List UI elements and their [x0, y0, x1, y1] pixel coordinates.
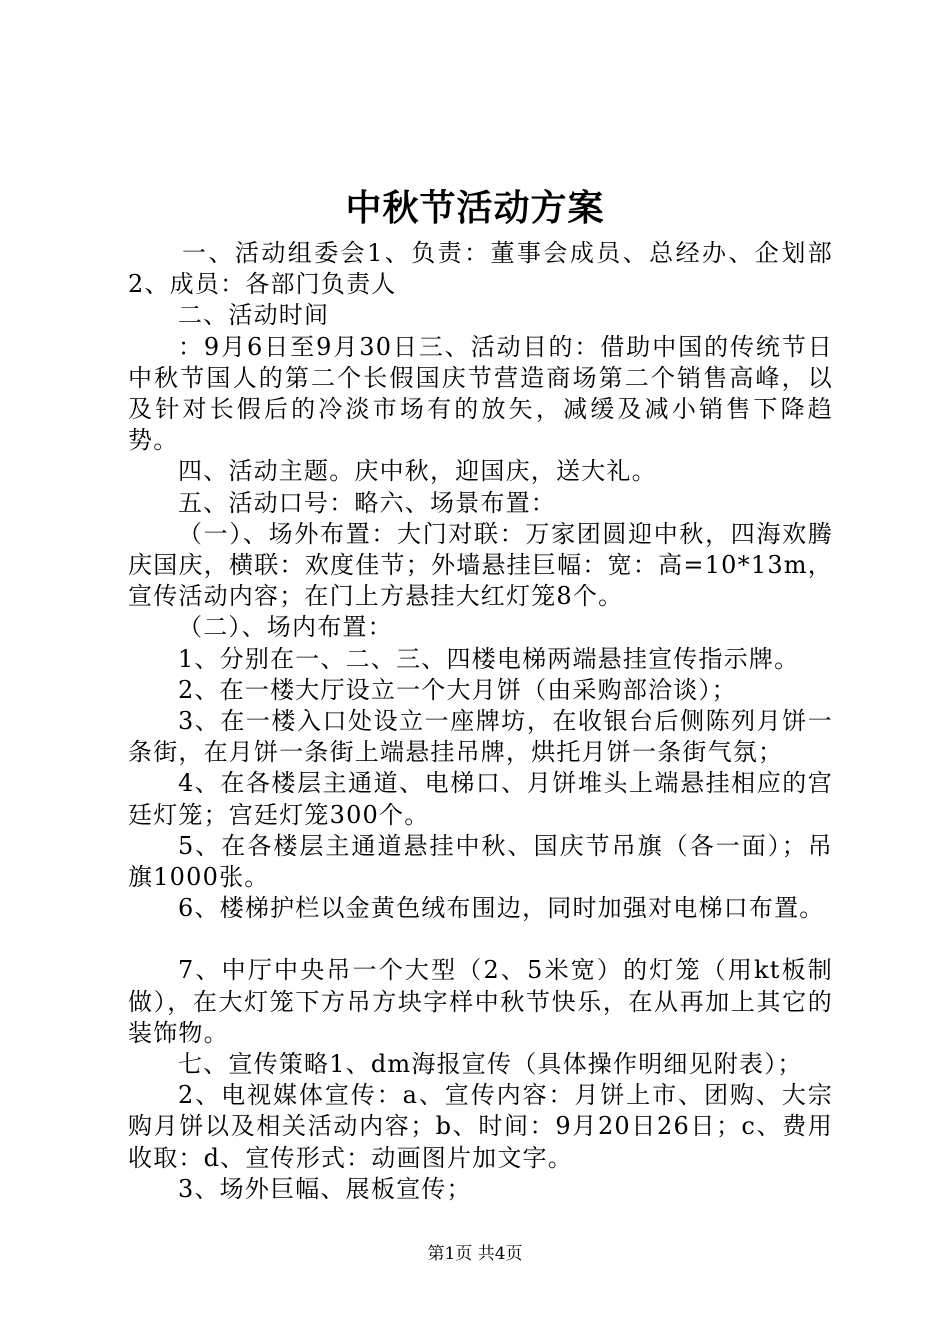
paragraph-item-7: 7、中厅中央吊一个大型（2、5米宽）的灯笼（用kt板制做），在大灯笼下方吊方块字样中秋节快乐，在从再加上其它的装饰物。 [128, 956, 833, 1047]
paragraph-indoor-layout-heading: （二）、场内布置： [178, 613, 393, 642]
paragraph-publicity-3: 3、场外巨幅、展板宣传； [178, 1174, 472, 1203]
paragraph-time-purpose: ：9月6日至9月30日三、活动目的：借助中国的传统节日中秋节国人的第二个长假国庆节营造商场第二个销售高峰，以及针对长假后的冷淡市场有的放矢，减缓及减小销售下降趋势。 [128, 332, 833, 455]
paragraph-item-5: 5、在各楼层主通道悬挂中秋、国庆节吊旗（各一面）；吊旗1000张。 [128, 831, 833, 892]
paragraph-item-6: 6、楼梯护栏以金黄色绒布围边，同时加强对电梯口布置。 [178, 894, 825, 923]
paragraph-item-2: 2、在一楼大厅设立一个大月饼（由采购部洽谈）； [178, 675, 737, 704]
paragraph-item-1: 1、分别在一、二、三、四楼电梯两端悬挂宣传指示牌。 [178, 644, 800, 673]
paragraph-item-3: 3、在一楼入口处设立一座牌坊，在收银台后侧陈列月饼一条街，在月饼一条街上端悬挂吊牌，烘托月饼一条街气氛； [128, 707, 833, 767]
document-title: 中秋节活动方案 [345, 187, 605, 229]
document-body [128, 238, 833, 1205]
paragraph-item-4: 4、在各楼层主通道、电梯口、月饼堆头上端悬挂相应的宫廷灯笼；宫廷灯笼300个。 [128, 769, 833, 829]
paragraph-outdoor-layout: （一）、场外布置：大门对联：万家团圆迎中秋，四海欢腾庆国庆，横联：欢度佳节；外墙悬挂巨幅：宽：高=10*13m，宣传活动内容；在门上方悬挂大红灯笼8个。 [128, 519, 833, 611]
paragraph-committee: 一、活动组委会1、负责：董事会成员、总经办、企划部2、成员：各部门负责人 [128, 239, 833, 299]
paragraph-theme: 四、活动主题。庆中秋，迎国庆，送大礼。 [178, 457, 657, 486]
paragraph-publicity-1: 七、宣传策略1、dm海报宣传（具体操作明细见附表）； [178, 1050, 803, 1079]
paragraph-slogan: 五、活动口号：略六、场景布置： [178, 488, 556, 517]
paragraph-publicity-2: 2、电视媒体宣传：a、宣传内容：月饼上市、团购、大宗购月饼以及相关活动内容；b、时间：9月20日26日；c、费用收取：d、宣传形式：动画图片加文字。 [128, 1081, 833, 1172]
paragraph-time-heading: 二、活动时间 [178, 301, 330, 330]
page-footer: 第1页 共4页 [427, 1244, 523, 1264]
